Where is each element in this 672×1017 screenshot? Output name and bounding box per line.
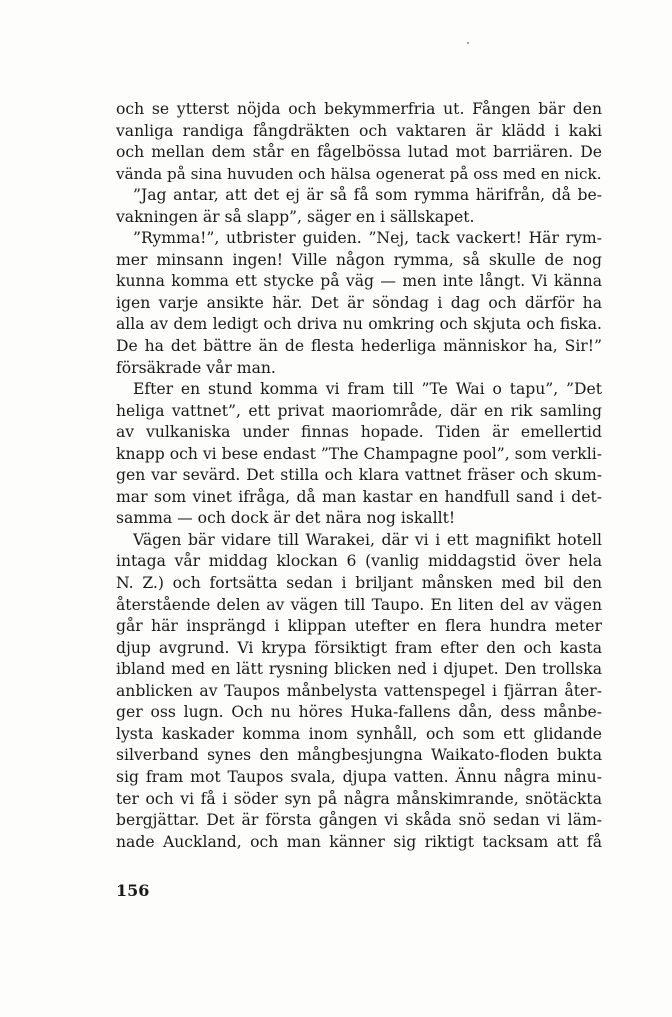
text-line: intaga vår middag klockan 6 (vanlig middagstid över hela — [116, 552, 602, 571]
text-line: alla av dem ledigt och driva nu omkring och skjuta och fiska. — [116, 315, 602, 334]
text-line: samma — och dock är det nära nog iskallt! — [116, 509, 456, 528]
text-line: sig fram mot Taupos svala, djupa vatten. Ännu några minu- — [116, 767, 602, 786]
text-line: gen var sevärd. Det stilla och klara vattnet fräser och skum- — [116, 466, 602, 485]
text-line: Efter en stund komma vi fram till ”Te Wai o tapu”, ”Det — [133, 380, 602, 399]
text-line: vanliga randiga fångdräkten och vaktaren är klädd i kaki — [116, 121, 602, 140]
paper-speck — [467, 42, 469, 44]
text-line: och mellan dem står en fågelbössa lutad mot barriären. De — [116, 143, 602, 162]
text-line: ibland med en lätt rysning blicken ned i djupet. Den trollska — [116, 660, 602, 679]
text-line: Vägen bär vidare till Warakei, där vi i ett magnifikt hotell — [133, 530, 602, 549]
text-line: djup avgrund. Vi krypa försiktigt fram efter den och kasta — [116, 638, 602, 657]
text-line: silverband synes den mångbesjungna Waikato-floden bukta — [116, 746, 602, 765]
text-line: N. Z.) och fortsätta sedan i briljant månsken med bil den — [116, 574, 602, 593]
text-line: kunna komma ett stycke på väg — men inte långt. Vi känna — [116, 272, 602, 291]
text-line: försäkrade vår man. — [116, 358, 276, 377]
text-line: nade Auckland, och man känner sig riktigt tacksam att få — [116, 832, 602, 851]
text-line: och se ytterst nöjda och bekymmerfria ut. Fången bär den — [116, 100, 602, 118]
text-line: mer minsann ingen! Ville någon rymma, så skulle de nog — [116, 250, 602, 269]
text-line: av vulkaniska under finnas hopade. Tiden är emellertid — [116, 423, 602, 442]
text-line: ”Rymma!”, utbrister guiden. ”Nej, tack vackert! Här rym- — [133, 229, 602, 248]
text-line: vakningen är så slapp”, säger en i sällskapet. — [116, 207, 475, 226]
text-line: mar som vinet ifråga, då man kastar en handfull sand i det- — [116, 487, 602, 506]
text-line: knapp och vi bese endast ”The Champagne pool”, som verkli- — [116, 444, 602, 463]
body-text — [116, 99, 602, 853]
text-line: går här insprängd i klippan utefter en flera hundra meter — [116, 617, 602, 636]
text-line: ”Jag antar, att det ej är så få som rymma härifrån, då be- — [133, 186, 602, 205]
text-line: De ha det bättre än de flesta hederliga människor ha, Sir!” — [116, 337, 602, 356]
text-line: återstående delen av vägen till Taupo. En liten del av vägen — [116, 595, 602, 614]
text-line: heliga vattnet”, ett privat maoriområde, där en rik samling — [116, 401, 602, 420]
text-line: bergjättar. Det är första gången vi skåda snö sedan vi läm- — [116, 811, 602, 830]
text-line: ger oss lugn. Och nu höres Huka-fallens dån, dess månbe- — [116, 703, 602, 722]
page-number: 156 — [116, 881, 150, 900]
text-line: vända på sina huvuden och hälsa ogenerat på oss med en nick. — [116, 164, 602, 183]
text-line: lysta kaskader komma inom synhåll, och som ett glidande — [116, 724, 602, 743]
text-line: anblicken av Taupos månbelysta vattenspegel i fjärran åter- — [116, 681, 602, 700]
text-line: ter och vi få i söder syn på några månskimrande, snötäckta — [116, 789, 602, 808]
text-line: igen varje ansikte här. Det är söndag i dag och därför ha — [116, 293, 602, 312]
